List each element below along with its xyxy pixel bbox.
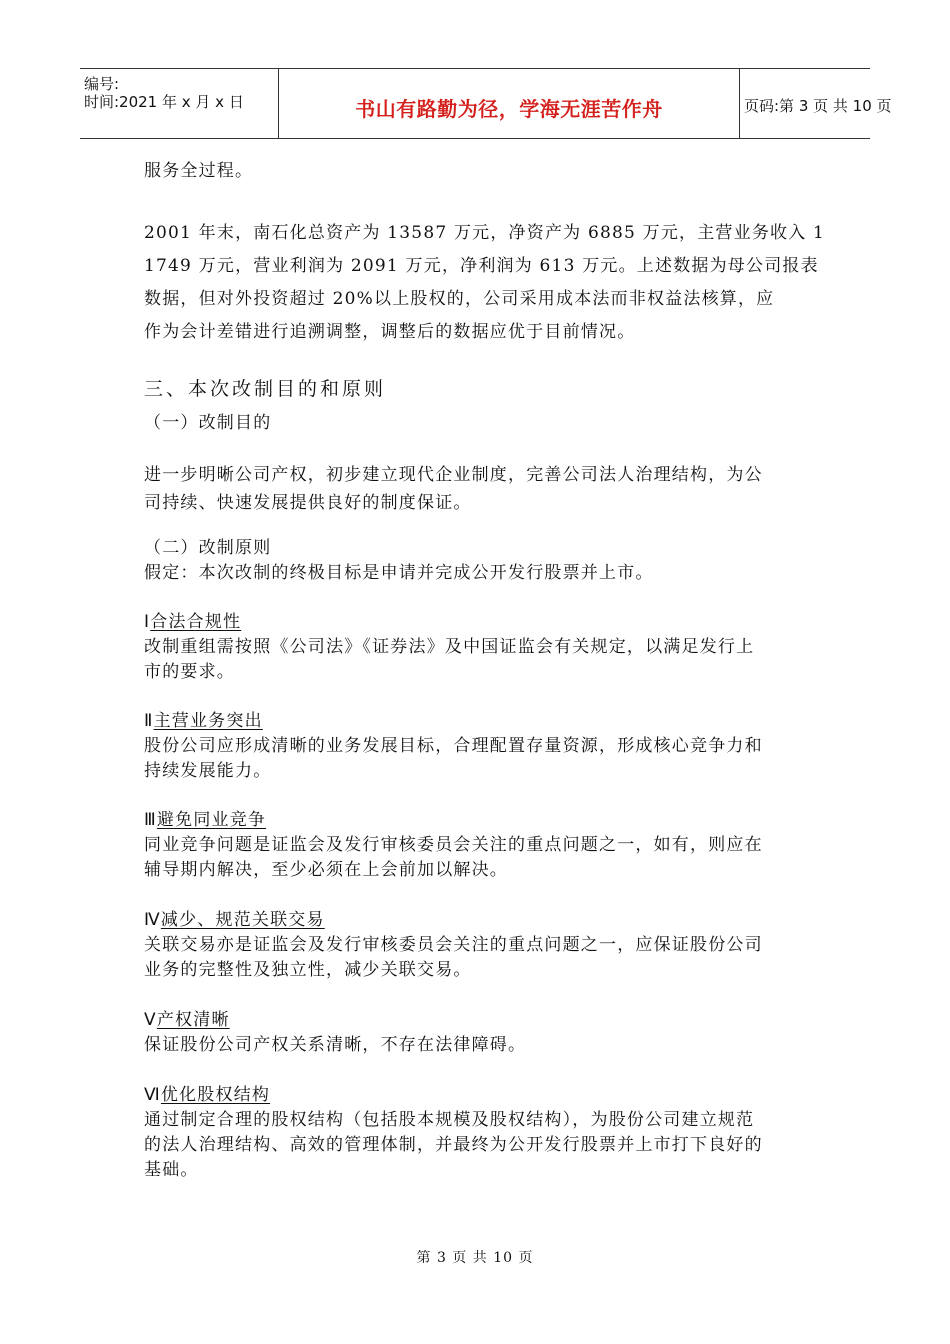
text-line: 股份公司应形成清晰的业务发展目标，合理配置存量资源，形成核心竞争力和 (144, 736, 763, 756)
principle-title-text: 优化股权结构 (160, 1085, 271, 1105)
principle-title (144, 908, 814, 933)
assumption-paragraph (144, 561, 814, 586)
principle-title (144, 808, 814, 833)
roman-numeral: Ⅳ (144, 910, 161, 930)
text-line: 司持续、快速发展提供良好的制度保证。 (144, 493, 472, 513)
principle-1 (144, 610, 814, 685)
principle-title-text: 合法合规性 (150, 612, 242, 632)
roman-numeral: Ⅴ (144, 1010, 157, 1030)
text-line: 假定：本次改制的终极目标是申请并完成公开发行股票并上市。 (144, 563, 654, 583)
principle-2 (144, 709, 814, 784)
principle-title-text: 产权清晰 (156, 1010, 230, 1030)
text-line: 通过制定合理的股权结构（包括股本规模及股权结构），为股份公司建立规范 (144, 1110, 755, 1130)
document-header (80, 68, 892, 139)
text-line: 基础。 (144, 1160, 199, 1180)
text-line: 改制重组需按照《公司法》《证券法》及中国证监会有关规定，以满足发行上 (144, 637, 755, 657)
text-line: 关联交易亦是证监会及发行审核委员会关注的重点问题之一，应保证股份公司 (144, 935, 763, 955)
text-line: 市的要求。 (144, 662, 235, 682)
principle-title (144, 1008, 814, 1033)
roman-numeral: Ⅵ (144, 1085, 161, 1105)
section-heading: 三、本次改制目的和原则 (144, 378, 387, 400)
text-line: 同业竞争问题是证监会及发行审核委员会关注的重点问题之一，如有，则应在 (144, 835, 763, 855)
principle-title-text: 主营业务突出 (153, 711, 263, 731)
text-line: 持续发展能力。 (144, 761, 272, 781)
header-motto-cell (278, 69, 740, 138)
text-line: 数据，但对外投资超过 20%以上股权的，公司采用成本法而非权益法核算，应 (144, 289, 775, 309)
text-line: 进一步明晰公司产权，初步建立现代企业制度，完善公司法人治理结构，为公 (144, 465, 763, 485)
roman-numeral: Ⅲ (144, 810, 157, 830)
header-motto: 书山有路勤为径，学海无涯苦作舟 (355, 97, 663, 121)
paragraph-intro (144, 159, 814, 184)
roman-numeral: Ⅰ (144, 612, 151, 632)
principle-title (144, 1083, 814, 1108)
document-number-label: 编号: (84, 75, 120, 93)
header-page-code: 页码:第 3 页 共 10 页 (744, 97, 892, 115)
subheading-text: （二）改制原则 (144, 538, 272, 558)
principle-title (144, 709, 814, 734)
text-line: 2001 年末，南石化总资产为 13587 万元，净资产为 6885 万元，主营业务收入 1 (144, 223, 826, 243)
paragraph-purpose (144, 461, 814, 517)
principle-title-text: 避免同业竞争 (156, 810, 267, 830)
page-footer: 第 3 页 共 10 页 (416, 1250, 534, 1266)
subheading-purpose (144, 411, 814, 436)
subheading-principles (144, 536, 814, 561)
header-info-cell (80, 69, 278, 138)
principle-title (144, 610, 814, 635)
subheading-text: （一）改制目的 (144, 413, 272, 433)
text-line: 的法人治理结构、高效的管理体制，并最终为公开发行股票并上市打下良好的 (144, 1135, 763, 1155)
text-line: 服务全过程。 (144, 161, 254, 181)
text-line: 1749 万元，营业利润为 2091 万元，净利润为 613 万元。上述数据为母公司报表 (144, 256, 819, 276)
principle-6 (144, 1083, 814, 1183)
text-line: 业务的完整性及独立性，减少关联交易。 (144, 960, 472, 980)
header-page-cell (738, 69, 892, 138)
roman-numeral: Ⅱ (144, 711, 154, 731)
principle-title-text: 减少、规范关联交易 (160, 910, 325, 930)
principle-4 (144, 908, 814, 983)
text-line: 辅导期内解决，至少必须在上会前加以解决。 (144, 860, 508, 880)
principle-3 (144, 808, 814, 883)
text-line: 保证股份公司产权关系清晰，不存在法律障碍。 (144, 1035, 527, 1055)
principle-5 (144, 1008, 814, 1058)
text-line: 作为会计差错进行追溯调整，调整后的数据应优于目前情况。 (144, 322, 636, 342)
paragraph-financials (144, 217, 826, 349)
document-date-label: 时间:2021 年 x 月 x 日 (84, 93, 244, 111)
